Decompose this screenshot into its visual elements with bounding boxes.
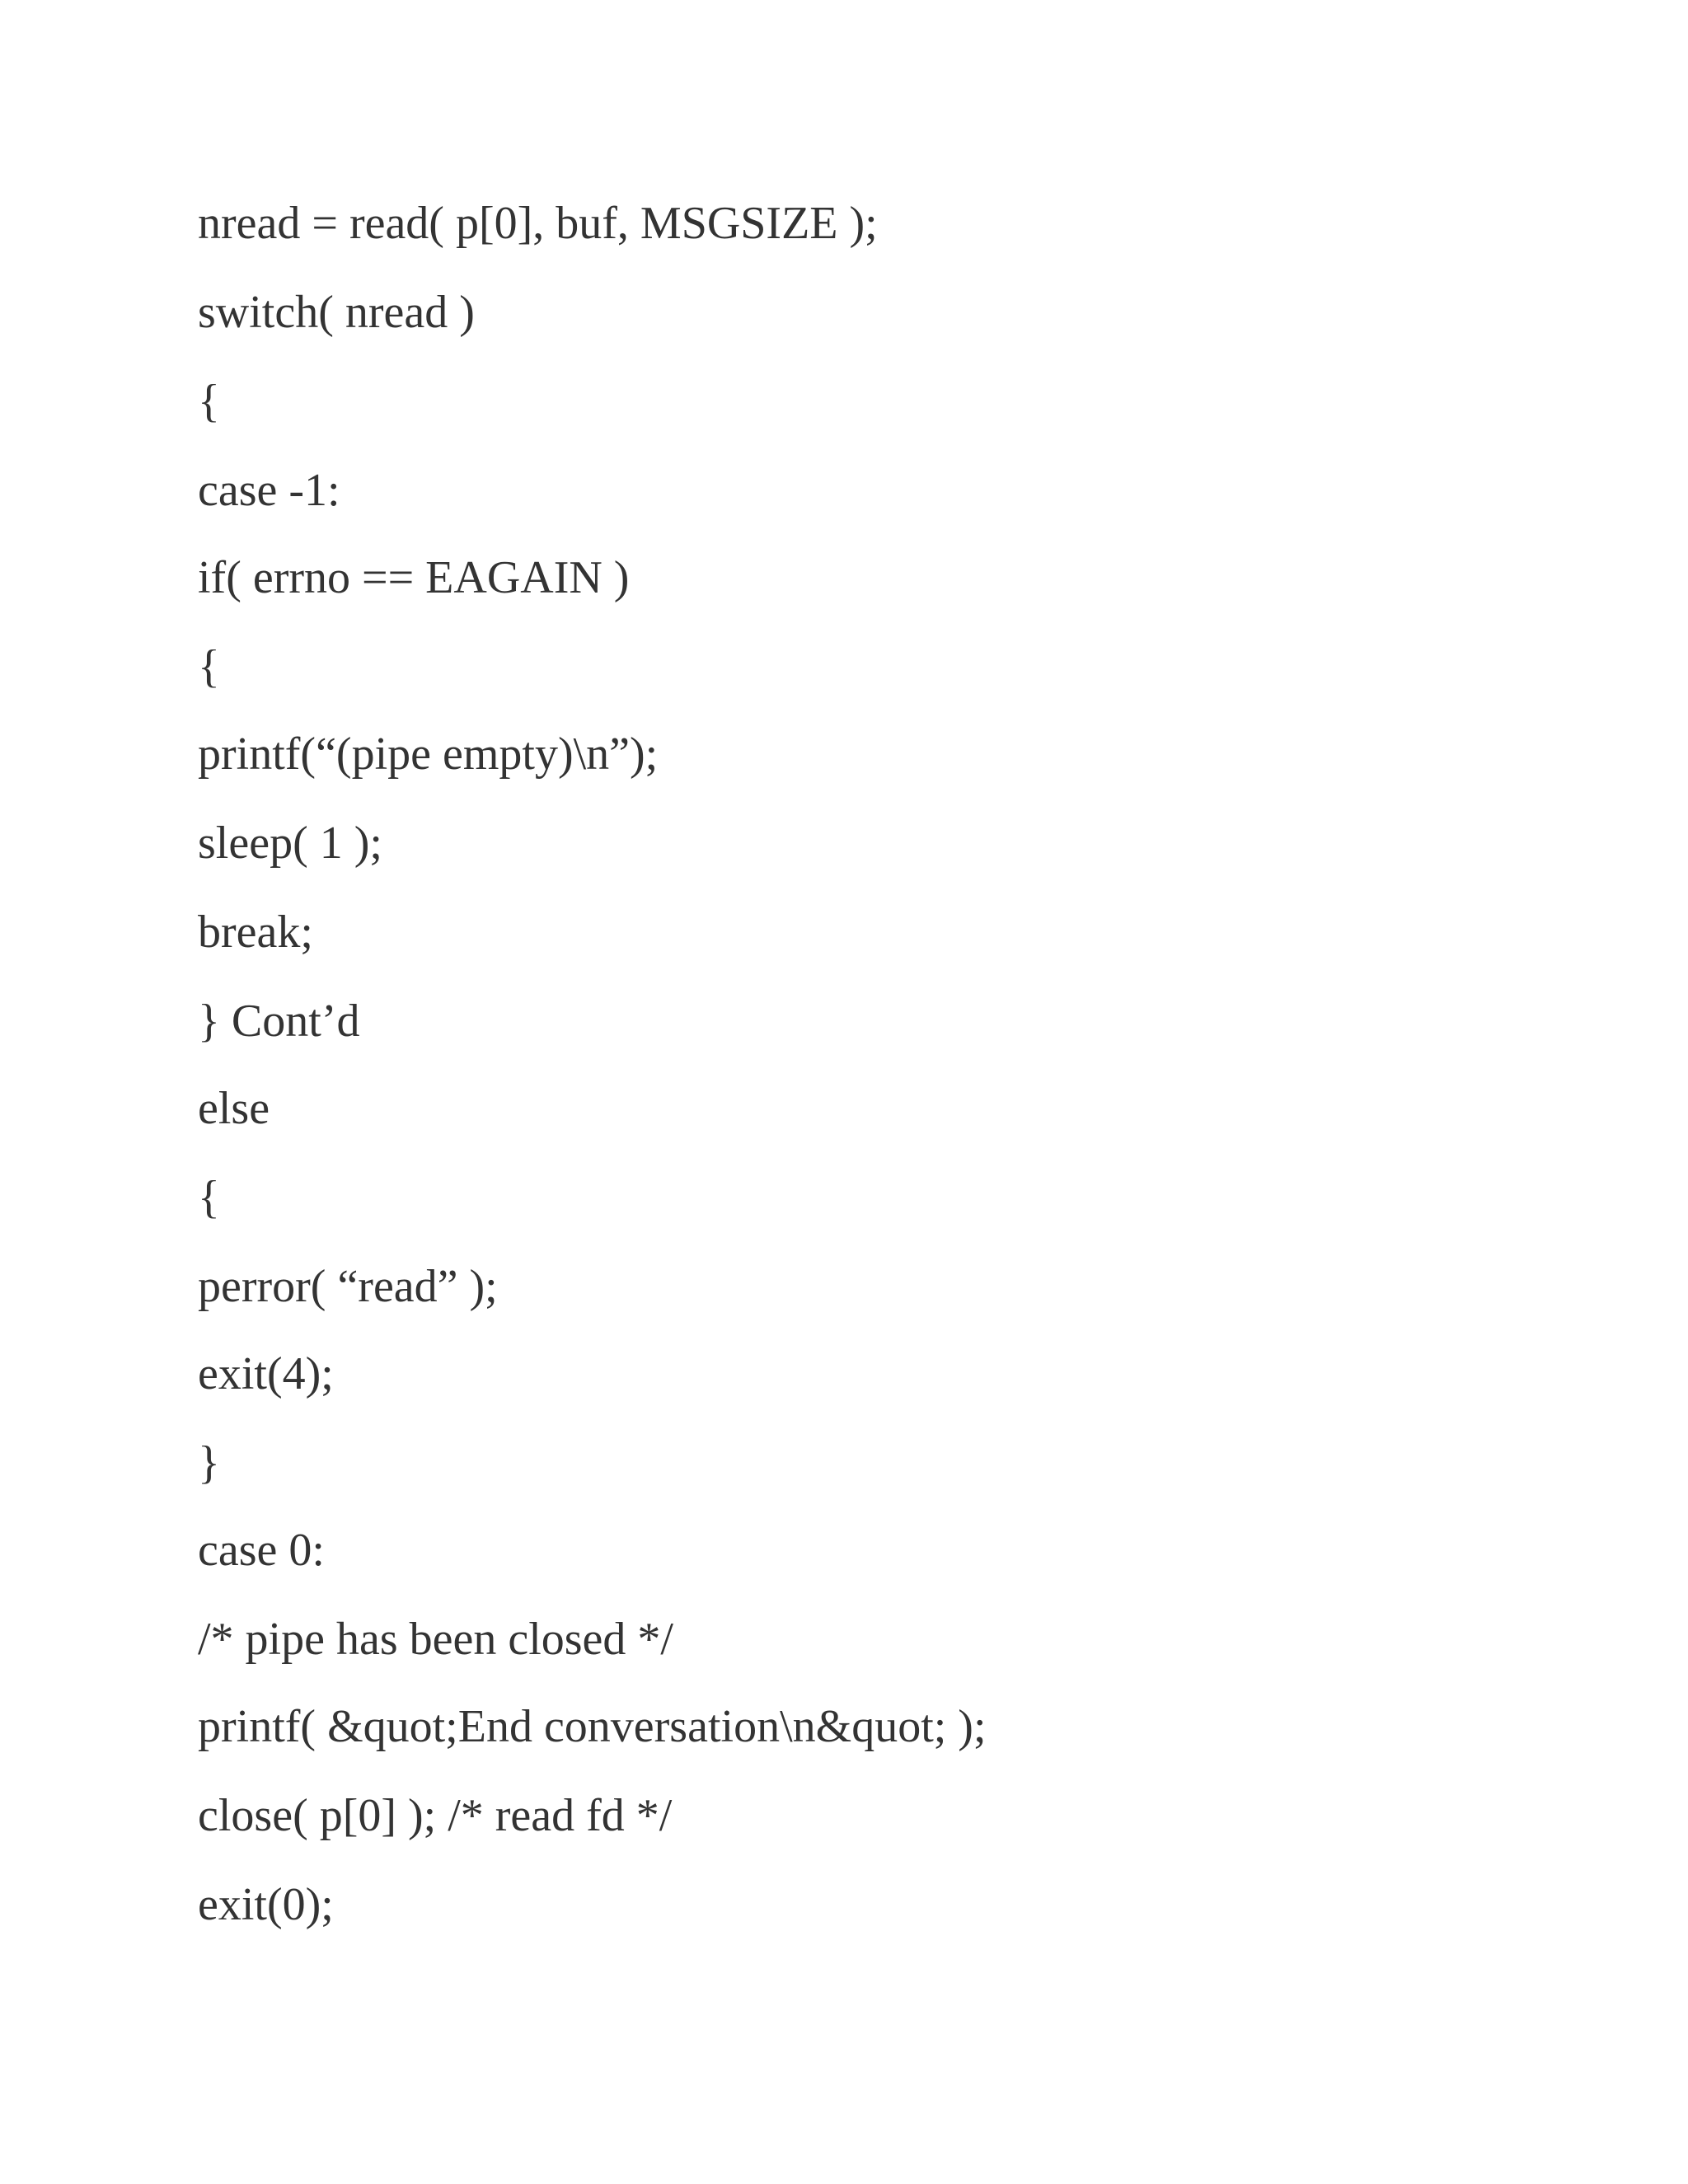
code-line-2: switch( nread ): [198, 287, 475, 338]
code-line-6: {: [198, 641, 220, 692]
code-line-1: nread = read( p[0], buf, MSGSIZE );: [198, 198, 878, 249]
code-line-5: if( errno == EAGAIN ): [198, 552, 630, 603]
code-line-12: {: [198, 1172, 220, 1223]
code-line-7: printf(“(pipe empty)\n”);: [198, 729, 659, 780]
code-line-13: perror( “read” );: [198, 1261, 498, 1312]
code-line-3: {: [198, 376, 220, 427]
code-line-9: break;: [198, 907, 313, 958]
code-line-18: printf( &quot;End conversation\n&quot; );: [198, 1701, 987, 1752]
code-line-17: /* pipe has been closed */: [198, 1614, 673, 1665]
code-line-20: exit(0);: [198, 1879, 334, 1930]
code-line-19: close( p[0] ); /* read fd */: [198, 1790, 673, 1841]
code-line-4: case -1:: [198, 465, 340, 516]
code-line-14: exit(4);: [198, 1348, 334, 1399]
code-line-16: case 0:: [198, 1525, 325, 1576]
code-line-10: } Cont’d: [198, 996, 360, 1047]
code-line-8: sleep( 1 );: [198, 818, 382, 869]
code-line-15: }: [198, 1437, 220, 1488]
code-line-11: else: [198, 1083, 270, 1134]
